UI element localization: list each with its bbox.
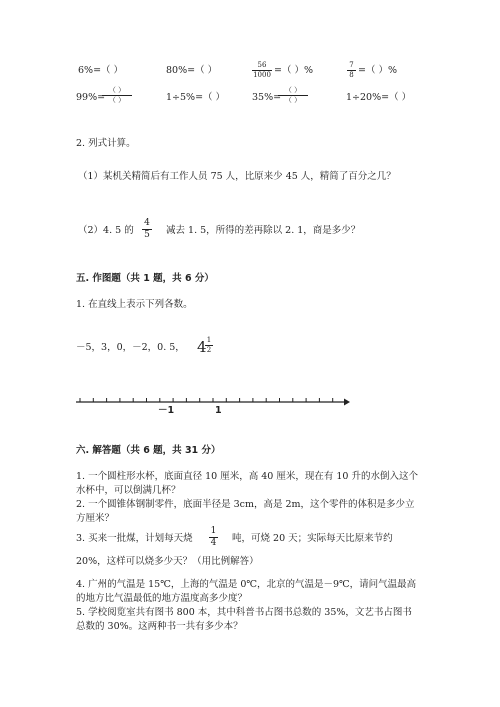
q3-tail: 吨，可烧 20 天；实际每天比原来节约 [232, 533, 393, 544]
section-5-title: 五. 作图题（共 1 题，共 6 分） [76, 273, 214, 284]
q3-line-2: 20%，这样可以烧多少天？（用比例解答） [76, 556, 259, 567]
fraction-numerator: 56 [257, 61, 267, 69]
conversion-99-percent-lead: 99%= [76, 92, 106, 103]
conversion-56-tail: =（ ）% [274, 65, 314, 76]
fraction-denominator: （ ） [108, 96, 126, 104]
q5-line-1: 5. 学校阅览室共有图书 800 本，其中科普书占图书总数的 35%，文艺书占图书 [76, 607, 412, 618]
fraction-denominator: 4 [210, 538, 217, 548]
q4-line-2: 的地方比气温最低的地方温度高多少度？ [76, 593, 248, 604]
q4-line-1: 4. 广州的气温是 15℃，上海的气温是 0℃，北京的气温是－9℃，请问气温最高 [76, 579, 417, 590]
conversion-1-div-20-percent: 1÷20%=（ ） [346, 92, 412, 103]
section-6-title: 六. 解答题（共 6 题，共 31 分） [76, 445, 221, 456]
fraction-numerator: （ ） [108, 86, 126, 94]
calc-problem-2-tail: 减去 1. 5，所得的差再除以 2. 1，商是多少？ [166, 225, 361, 236]
fraction-denominator: 2 [206, 346, 212, 354]
q5-line-2: 总数的 30%。这两种书一共有多少本？ [76, 621, 243, 632]
conversion-6-percent: 6%=（ ） [78, 65, 124, 76]
calc-heading: 2. 列式计算。 [76, 138, 136, 149]
axis-label-minus-1: －1 [158, 405, 175, 416]
fraction-numerator: 1 [210, 526, 217, 536]
mixed-number-whole: 4 [197, 338, 207, 356]
fraction-numerator: 4 [144, 218, 150, 228]
fraction-1-over-4 [209, 527, 218, 548]
number-line-arrow [344, 399, 350, 406]
fraction-numerator: 1 [206, 336, 212, 344]
fraction-denominator: 5 [144, 230, 150, 240]
calc-problem-1: （1）某机关精简后有工作人员 75 人，比原来少 45 人，精简了百分之几？ [78, 171, 396, 182]
conversion-7-8-tail: =（ ）% [358, 65, 398, 76]
axis-label-1: 1 [215, 405, 222, 416]
fraction-denominator: 8 [349, 71, 354, 79]
q1-line-2: 水杯中，可以倒满几杯？ [76, 485, 181, 496]
q2-line-2: 方厘米？ [76, 513, 115, 524]
q3-lead: 3. 买来一批煤，计划每天烧 [76, 533, 193, 544]
section-5-question-1: 1. 在直线上表示下列各数。 [76, 299, 193, 310]
conversion-80-percent: 80%=（ ） [166, 65, 218, 76]
q1-line-1: 1. 一个圆柱形水杯，底面直径 10 厘米，高 40 厘米，现在有 10 升的水倒入这个 [76, 471, 418, 482]
conversion-1-div-5-percent: 1÷5%=（ ） [166, 92, 226, 103]
fraction-denominator: （ ） [284, 96, 302, 104]
fraction-numerator: 7 [349, 61, 354, 69]
calc-problem-2-lead: （2）4. 5 的 [78, 225, 134, 236]
numbers-to-plot: －5，3，0，－2，0. 5， [76, 342, 185, 353]
fraction-numerator: （ ） [284, 86, 302, 94]
conversion-35-percent-lead: 35%= [252, 92, 282, 103]
q2-line-1: 2. 一个圆锥体钢制零件，底面半径是 3cm，高是 2m，这个零件的体积是多少立 [76, 499, 415, 510]
fraction-denominator: 1000 [253, 71, 271, 79]
